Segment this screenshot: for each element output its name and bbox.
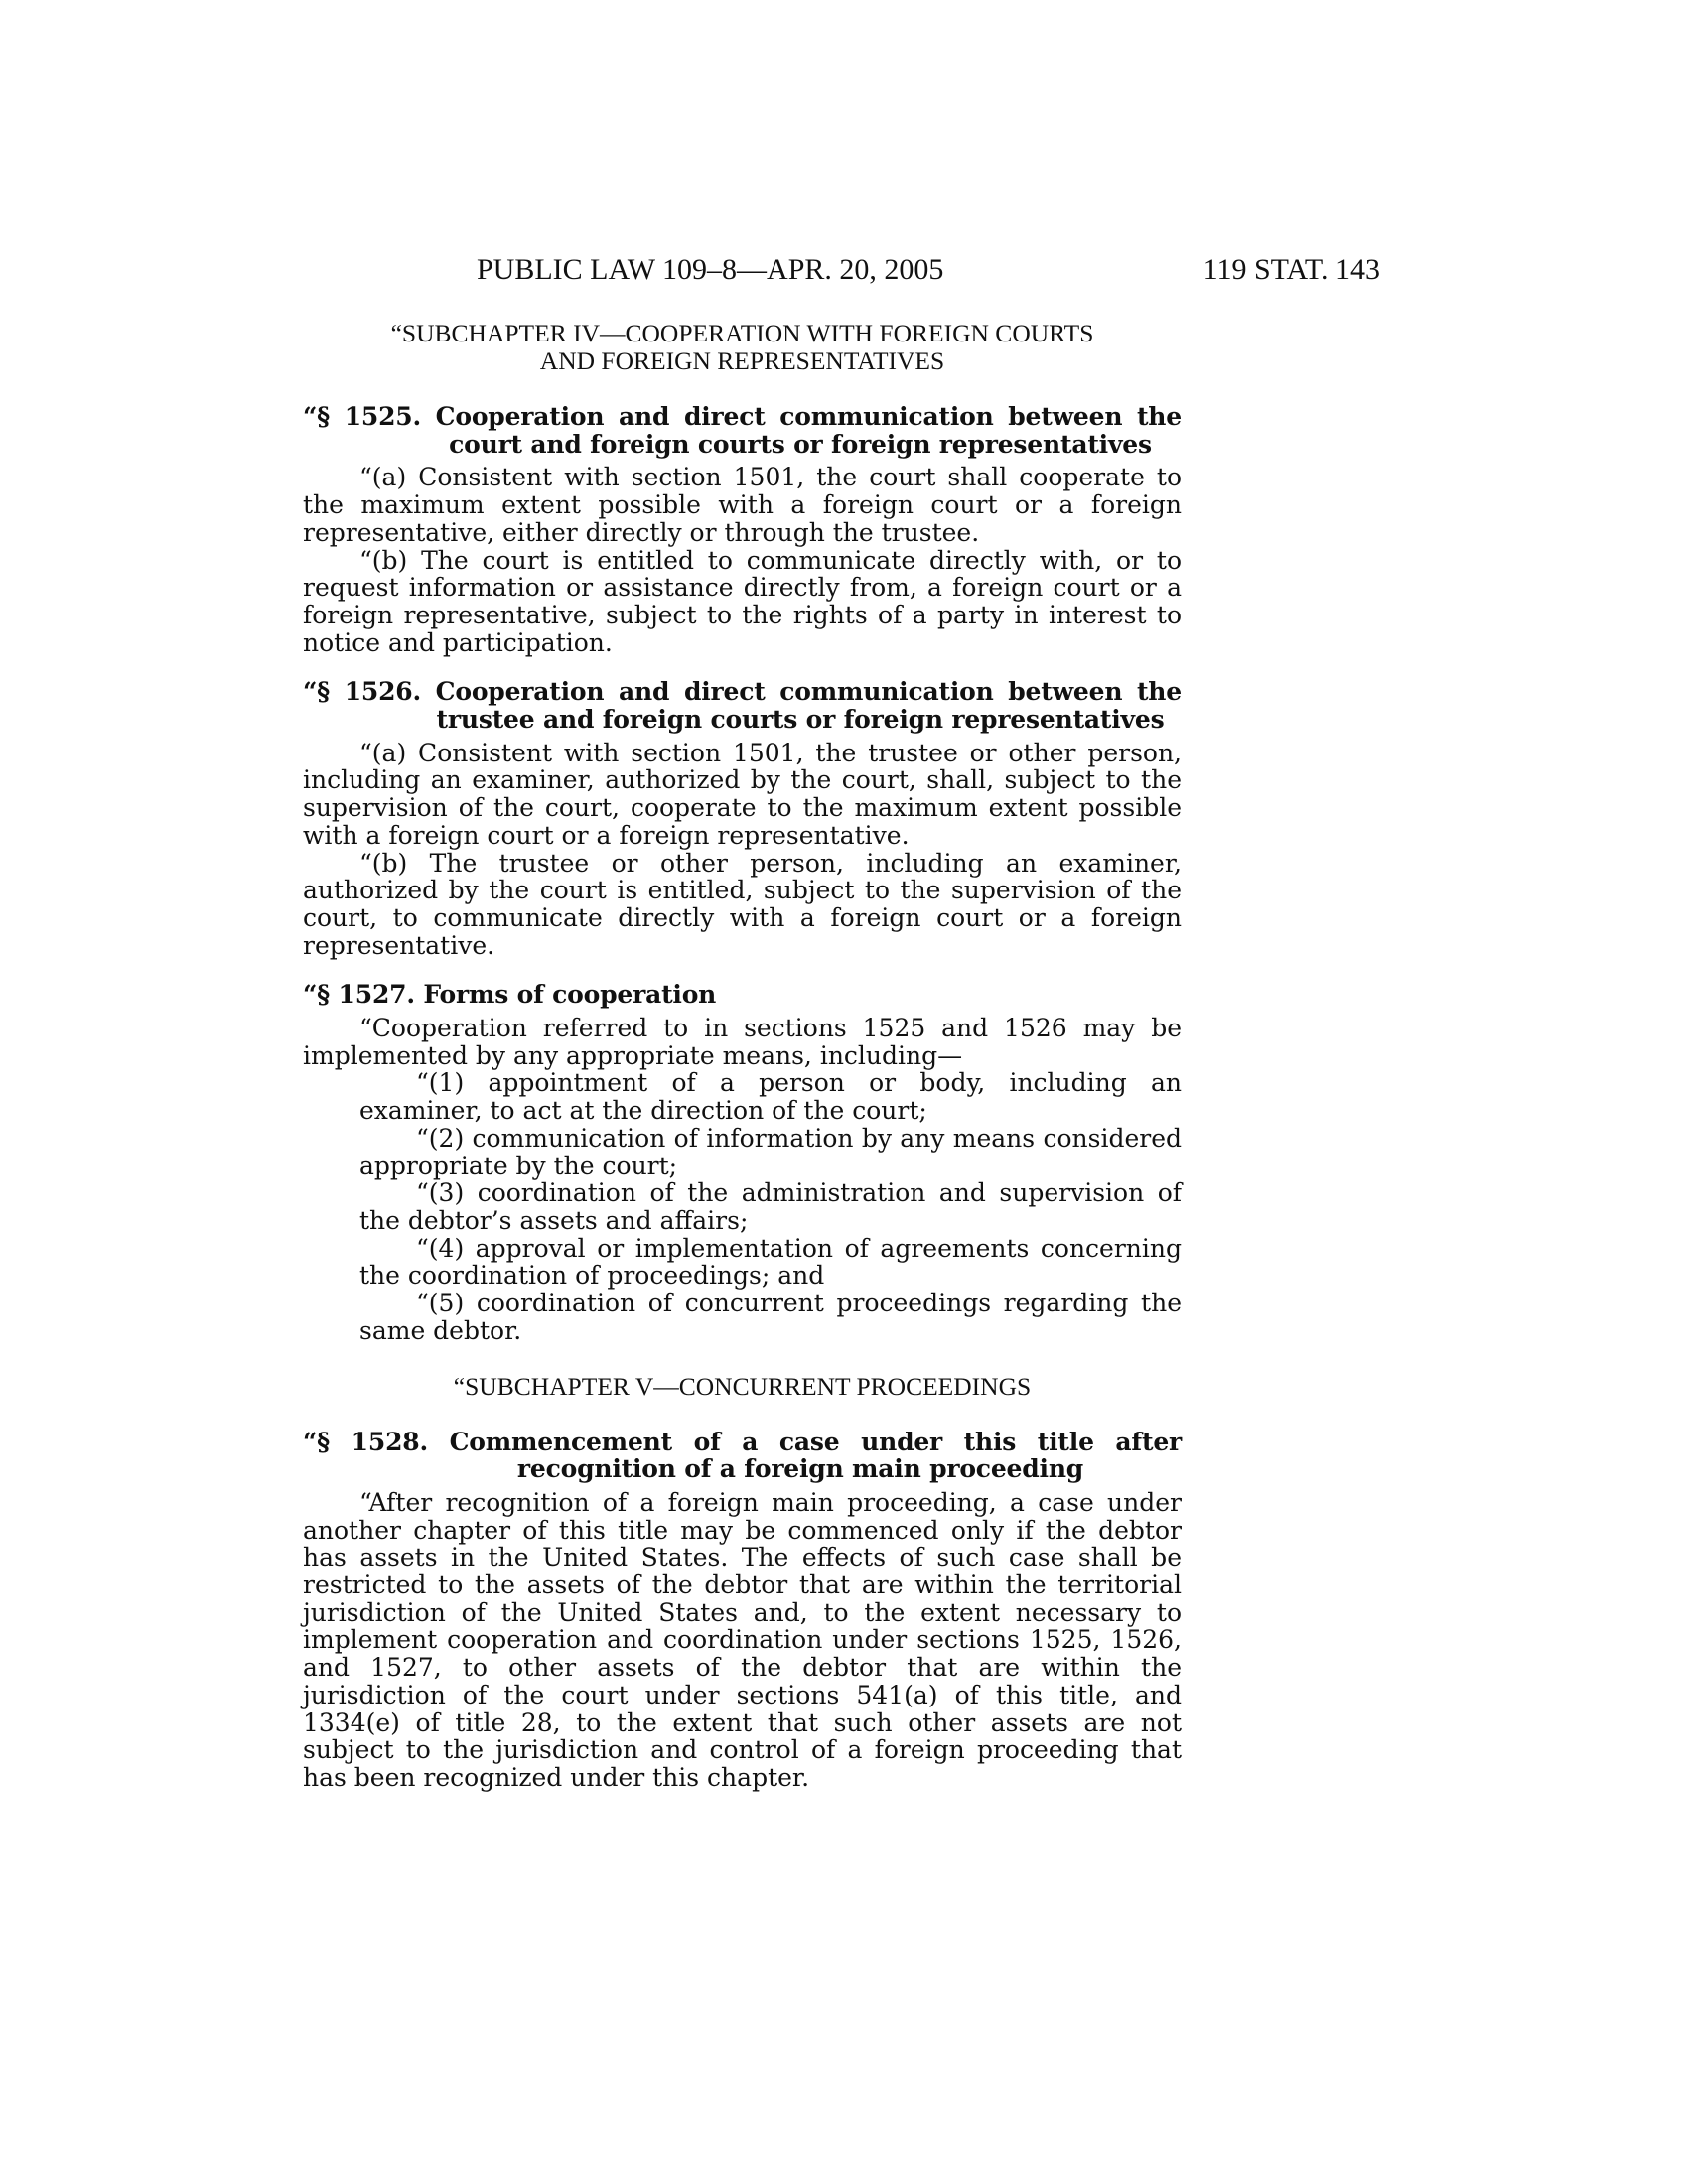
section-1527 <box>303 981 1182 1344</box>
section-1526 <box>303 678 1182 959</box>
subchapter-iv-title-line2: AND FOREIGN REPRESENTATIVES <box>539 346 945 375</box>
section-1527-item-5: “(5) coordination of concurrent proceedings regarding the same debtor. <box>359 1289 1182 1345</box>
document-body <box>303 320 1182 1792</box>
section-1527-heading: “§ 1527. Forms of cooperation <box>303 980 717 1010</box>
section-1525 <box>303 403 1182 656</box>
section-1528-body: “After recognition of a foreign main proceeding, a case under another chapter of this title may be commenced only if the debtor has assets in the United States. The effects of such case shall be restricted to the assets of the debtor that are within the territorial jurisdiction of the United States and, to the extent necessary to implement cooperation and coordination under sections 1525, 1526, and 1527, to other assets of the debtor that are within the jurisdiction of the court under sections 541(a) of this title, and 1334(e) of title 28, to the extent that such other assets are not subject to the jurisdiction and control of a foreign proceeding that has been recognized under this chapter. <box>303 1487 1182 1792</box>
subchapter-iv-title-line1: “SUBCHAPTER IV—COOPERATION WITH FOREIGN COURTS <box>390 319 1094 347</box>
subchapter-v-title: “SUBCHAPTER V—CONCURRENT PROCEEDINGS <box>453 1371 1032 1401</box>
section-1525-para-a: “(a) Consistent with section 1501, the court shall cooperate to the maximum extent possible with a foreign court or a foreign representative, either directly or through the trustee. <box>303 463 1182 547</box>
section-1527-intro: “Cooperation referred to in sections 1525 and 1526 may be implemented by any appropriate means, including— <box>303 1014 1182 1070</box>
section-1528-heading: “§ 1528. Commencement of a case under this title after recognition of a foreign main proceeding <box>303 1427 1182 1484</box>
statute-citation: 119 STAT. 143 <box>1202 253 1380 286</box>
section-1525-para-b: “(b) The court is entitled to communicate directly with, or to request information or assistance directly from, a foreign court or a foreign representative, subject to the rights of a party in interest to notice and participation. <box>303 545 1182 657</box>
subchapter-iv-title <box>303 320 1182 375</box>
section-1526-para-a: “(a) Consistent with section 1501, the trustee or other person, including an examiner, authorized by the court, shall, subject to the supervision of the court, cooperate to the maximum extent possible with a foreign court or a foreign representative. <box>303 738 1182 850</box>
section-1527-item-4: “(4) approval or implementation of agreements concerning the coordination of proceedings; and <box>359 1233 1182 1291</box>
section-1526-heading: “§ 1526. Cooperation and direct communication between the trustee and foreign courts or foreign representatives <box>303 677 1182 735</box>
running-head: PUBLIC LAW 109–8—APR. 20, 2005 <box>477 253 944 286</box>
section-1526-para-b: “(b) The trustee or other person, including an examiner, authorized by the court is entitled, subject to the supervision of the court, to communicate directly with a foreign court or a foreign representative. <box>303 848 1182 960</box>
section-1527-item-2: “(2) communication of information by any means considered appropriate by the court; <box>359 1123 1182 1180</box>
section-1528 <box>303 1429 1182 1792</box>
page-header <box>303 250 1380 290</box>
section-1527-item-3: “(3) coordination of the administration and supervision of the debtor’s assets and affairs; <box>359 1178 1182 1235</box>
section-1527-item-1: “(1) appointment of a person or body, including an examiner, to act at the direction of the court; <box>359 1068 1182 1126</box>
section-1525-heading: “§ 1525. Cooperation and direct communication between the court and foreign courts or foreign representatives <box>303 402 1182 459</box>
